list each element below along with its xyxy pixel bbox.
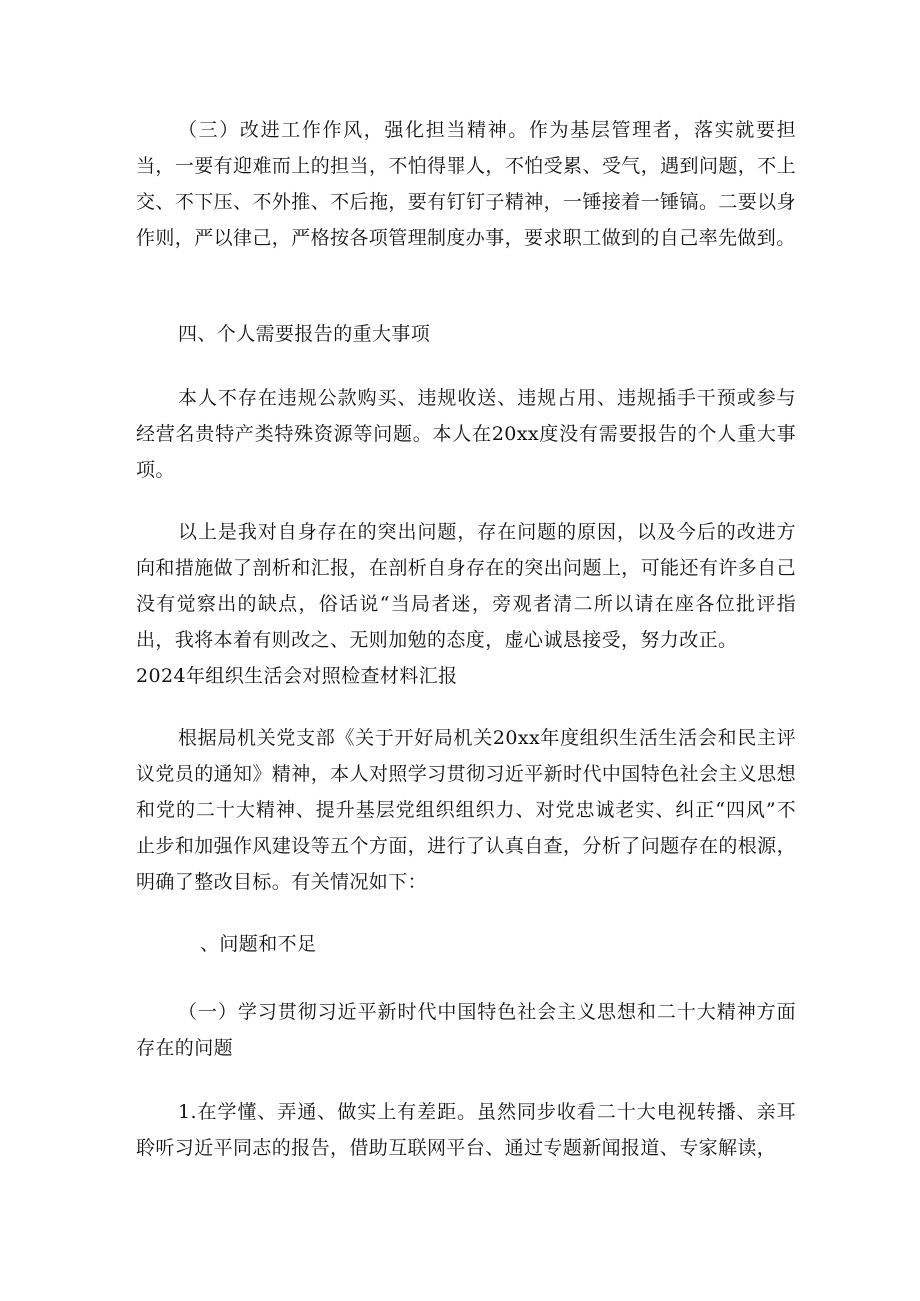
- document-title: 2024年组织生活会对照检查材料汇报: [136, 665, 458, 687]
- paragraph-conclusion: 以上是我对自身存在的突出问题，存在问题的原因，以及今后的改进方向和措施做了剖析和汇报，在剖析自身存在的突出问题上，可能还有许多自己没有觉察出的缺点，俗话说“当局者迷，旁观者清二所以请在座各位批评指出，我将本着有则改之、无则加勉的态度，虚心诚恳接受，努力改正。: [136, 521, 796, 651]
- section-heading-major-matters: 四、个人需要报告的重大事项: [178, 323, 431, 345]
- paragraph-no-violations: 本人不存在违规公款购买、违规收送、违规占用、违规插手干预或参与经营名贵特产类特殊资源等问题。本人在20xx度没有需要报告的个人重大事项。: [136, 387, 796, 481]
- subsection-heading-study: （一）学习贯彻习近平新时代中国特色社会主义思想和二十大精神方面存在的问题: [136, 1001, 796, 1059]
- paragraph-work-style: （三）改进工作作风，强化担当精神。作为基层管理者，落实就要担当，一要有迎难而上的担当，不怕得罪人，不怕受累、受气，遇到问题，不上交、不下压、不外推、不后拖，要有钉钉子精神，一锤接着一锤镐。二要以身作则，严以律己，严格按各项管理制度办事，要求职工做到的自己率先做到。: [136, 119, 796, 249]
- section-heading-problems: 、问题和不足: [200, 933, 317, 955]
- paragraph-study-gap: 1.在学懂、弄通、做实上有差距。虽然同步收看二十大电视转播、亲耳聆听习近平同志的报告，借助互联网平台、通过专题新闻报道、专家解读，: [136, 1101, 796, 1159]
- paragraph-introduction: 根据局机关党支部《关于开好局机关20xx年度组织生活生活会和民主评议党员的通知》精神，本人对照学习贯彻习近平新时代中国特色社会主义思想和党的二十大精神、提升基层党组织组织力、对党忠诚老实、纠正“四风”不止步和加强作风建设等五个方面，进行了认真自查，分析了问题存在的根源，明确了整改目标。有关情况如下：: [136, 727, 796, 893]
- paragraph-conclusion-block: [136, 514, 796, 694]
